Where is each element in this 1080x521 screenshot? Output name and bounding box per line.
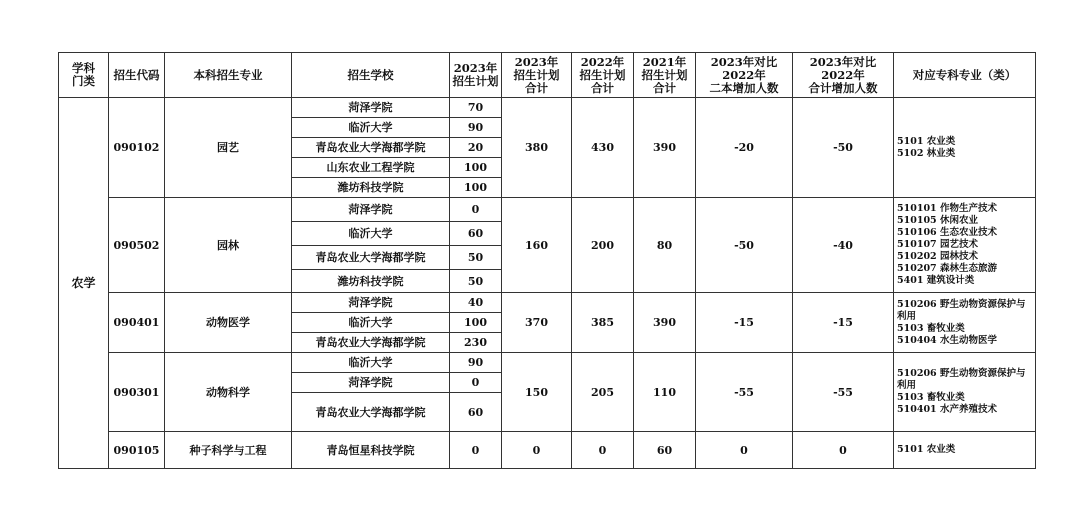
corresponding-cell [894, 293, 1036, 353]
plan-cell: 60 [450, 222, 502, 246]
major-cell: 种子科学与工程 [165, 432, 292, 469]
header-code: 招生代码 [109, 53, 165, 98]
diff-total-cell: -40 [793, 198, 894, 293]
corresponding-cell [894, 98, 1036, 198]
corresponding-item: 510101 作物生产技术 [897, 203, 997, 214]
table-row [59, 432, 1036, 469]
total-2021-cell: 80 [634, 198, 696, 293]
header-school: 招生学校 [292, 53, 450, 98]
enrollment-plan-table [58, 52, 1036, 469]
corresponding-item: 510207 森林生态旅游 [897, 263, 997, 274]
header-major: 本科招生专业 [165, 53, 292, 98]
diff-er-cell: -15 [696, 293, 793, 353]
header-plan-2023: 2023年 招生计划 [450, 53, 502, 98]
plan-cell: 100 [450, 313, 502, 333]
diff-total-cell: -50 [793, 98, 894, 198]
header-corresponding: 对应专科专业（类） [894, 53, 1036, 98]
total-2021-cell: 110 [634, 353, 696, 432]
corresponding-item: 510404 水生动物医学 [897, 334, 997, 346]
plan-cell: 0 [450, 198, 502, 222]
corresponding-item: 5103 畜牧业类 [897, 392, 965, 403]
plan-cell: 90 [450, 353, 502, 373]
plan-cell: 70 [450, 98, 502, 118]
diff-er-cell: 0 [696, 432, 793, 469]
plan-cell: 0 [450, 432, 502, 469]
total-2023-cell: 160 [502, 198, 572, 293]
plan-cell: 40 [450, 293, 502, 313]
total-2021-cell: 390 [634, 98, 696, 198]
plan-cell: 90 [450, 118, 502, 138]
corresponding-item: 510107 园艺技术 [897, 239, 978, 250]
code-cell: 090301 [109, 353, 165, 432]
school-cell: 临沂大学 [292, 222, 450, 246]
corresponding-cell [894, 432, 1036, 469]
school-cell: 青岛农业大学海都学院 [292, 246, 450, 270]
plan-cell: 50 [450, 246, 502, 270]
plan-cell: 60 [450, 393, 502, 432]
header-diff-total: 2023年对比2022年 合计增加人数 [793, 53, 894, 98]
total-2022-cell: 430 [572, 98, 634, 198]
total-2023-cell: 0 [502, 432, 572, 469]
major-cell: 动物医学 [165, 293, 292, 353]
corresponding-item: 510105 休闲农业 [897, 215, 978, 226]
school-cell: 菏泽学院 [292, 98, 450, 118]
major-cell: 动物科学 [165, 353, 292, 432]
header-total-2021: 2021年 招生计划 合计 [634, 53, 696, 98]
plan-cell: 20 [450, 138, 502, 158]
school-cell: 潍坊科技学院 [292, 270, 450, 293]
plan-cell: 0 [450, 373, 502, 393]
corresponding-item: 510106 生态农业技术 [897, 227, 997, 238]
total-2022-cell: 200 [572, 198, 634, 293]
corresponding-item: 5101 农业类 [897, 444, 956, 455]
school-cell: 菏泽学院 [292, 293, 450, 313]
school-cell: 山东农业工程学院 [292, 158, 450, 178]
corresponding-cell [894, 353, 1036, 432]
total-2021-cell: 60 [634, 432, 696, 469]
corresponding-cell [894, 198, 1036, 293]
total-2021-cell: 390 [634, 293, 696, 353]
table-row [59, 293, 1036, 313]
total-2022-cell: 0 [572, 432, 634, 469]
code-cell: 090401 [109, 293, 165, 353]
total-2022-cell: 205 [572, 353, 634, 432]
corresponding-item: 5401 建筑设计类 [897, 275, 975, 286]
total-2022-cell: 385 [572, 293, 634, 353]
table-row [59, 198, 1036, 222]
table-row [59, 353, 1036, 373]
school-cell: 临沂大学 [292, 313, 450, 333]
corresponding-item: 510206 野生动物资源保护与利用 [897, 298, 1026, 322]
major-cell: 园林 [165, 198, 292, 293]
header-total-2023: 2023年 招生计划 合计 [502, 53, 572, 98]
plan-cell: 100 [450, 158, 502, 178]
header-total-2022: 2022年 招生计划 合计 [572, 53, 634, 98]
diff-total-cell: -55 [793, 353, 894, 432]
school-cell: 青岛农业大学海都学院 [292, 138, 450, 158]
diff-er-cell: -50 [696, 198, 793, 293]
total-2023-cell: 370 [502, 293, 572, 353]
school-cell: 青岛恒星科技学院 [292, 432, 450, 469]
header-discipline: 学科 门类 [59, 53, 109, 98]
school-cell: 临沂大学 [292, 118, 450, 138]
corresponding-item: 510401 水产养殖技术 [897, 404, 997, 415]
header-diff-er: 2023年对比2022年 二本增加人数 [696, 53, 793, 98]
corresponding-item: 510206 野生动物资源保护与利用 [897, 368, 1026, 391]
table-body [59, 98, 1036, 469]
header-row [59, 53, 1036, 98]
diff-total-cell: -15 [793, 293, 894, 353]
code-cell: 090105 [109, 432, 165, 469]
corresponding-item: 5102 林业类 [897, 147, 956, 159]
discipline-cell: 农学 [59, 98, 109, 469]
plan-cell: 100 [450, 178, 502, 198]
diff-er-cell: -20 [696, 98, 793, 198]
code-cell: 090102 [109, 98, 165, 198]
school-cell: 菏泽学院 [292, 198, 450, 222]
plan-cell: 230 [450, 333, 502, 353]
corresponding-item: 5103 畜牧业类 [897, 322, 965, 334]
school-cell: 临沂大学 [292, 353, 450, 373]
corresponding-item: 510202 园林技术 [897, 251, 978, 262]
plan-cell: 50 [450, 270, 502, 293]
major-cell: 园艺 [165, 98, 292, 198]
school-cell: 潍坊科技学院 [292, 178, 450, 198]
diff-er-cell: -55 [696, 353, 793, 432]
total-2023-cell: 380 [502, 98, 572, 198]
school-cell: 菏泽学院 [292, 373, 450, 393]
corresponding-item: 5101 农业类 [897, 135, 956, 147]
diff-total-cell: 0 [793, 432, 894, 469]
code-cell: 090502 [109, 198, 165, 293]
school-cell: 青岛农业大学海都学院 [292, 393, 450, 432]
total-2023-cell: 150 [502, 353, 572, 432]
school-cell: 青岛农业大学海都学院 [292, 333, 450, 353]
table-row [59, 98, 1036, 118]
